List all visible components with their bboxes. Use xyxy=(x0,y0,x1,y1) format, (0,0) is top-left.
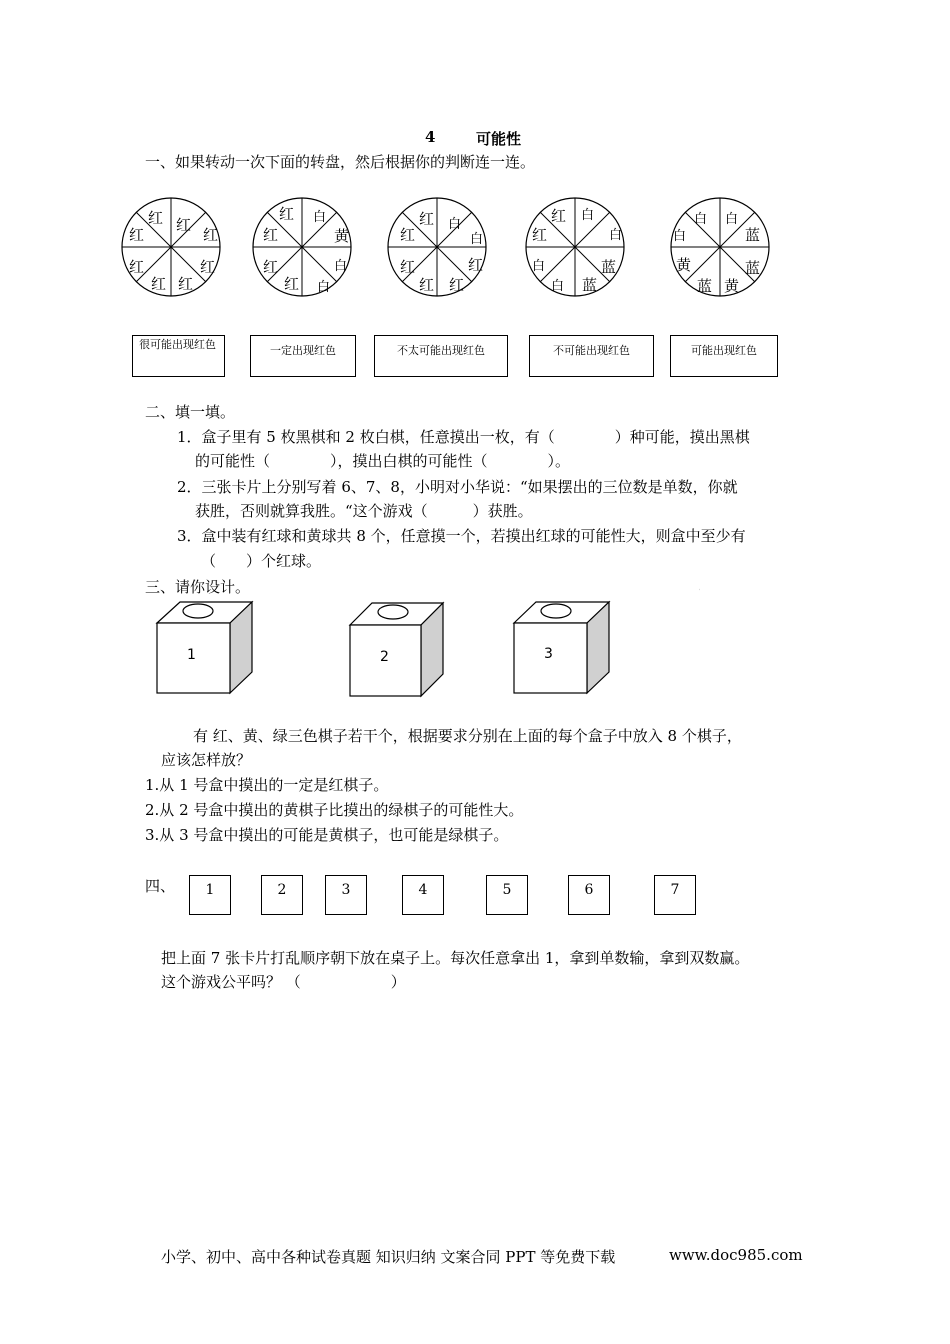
spinner-5-label: 白 xyxy=(725,212,739,227)
spinner-1-label: 红 xyxy=(203,226,219,244)
choice-box[interactable] xyxy=(132,335,225,377)
box-1 xyxy=(157,602,252,693)
spinner-3-label: 红 xyxy=(400,226,416,244)
section3-heading: 三、请你设计。 xyxy=(145,578,251,596)
choice-label: 很可能出现红色 xyxy=(139,338,216,351)
choice-box[interactable] xyxy=(374,335,508,377)
spinner-2-label: 红 xyxy=(279,205,295,223)
spinner-3-label: 白 xyxy=(470,232,484,247)
spinner-5-label: 白 xyxy=(673,229,687,244)
spinner-5 xyxy=(671,198,769,296)
spinner-3-label: 红 xyxy=(419,210,435,228)
spinner-4-label: 白 xyxy=(551,279,565,294)
section4-text-line2: 这个游戏公平吗？ （ ） xyxy=(161,973,406,991)
choice-label: 不可能出现红色 xyxy=(553,344,630,357)
spinner-1-label: 红 xyxy=(151,275,167,293)
spinner-4-label: 白 xyxy=(609,228,623,243)
spinner-5-label: 白 xyxy=(694,212,708,227)
page-title: 可能性 xyxy=(476,130,522,148)
spinner-4-label: 白 xyxy=(532,259,546,274)
spinner-1-label: 红 xyxy=(129,258,145,276)
spinner-5-label: 蓝 xyxy=(697,277,713,295)
spinner-2 xyxy=(253,198,351,296)
choice-box[interactable] xyxy=(670,335,778,377)
question-1-line2: 的可能性（ ），摸出白棋的可能性（ ）。 xyxy=(195,452,571,470)
spinner-4-label: 蓝 xyxy=(601,258,617,276)
choice-box[interactable] xyxy=(529,335,654,377)
spinner-5-label: 蓝 xyxy=(745,226,761,244)
footer-text: 小学、初中、高中各种试卷真题 知识归纳 文案合同 PPT 等免费下载 xyxy=(161,1248,616,1266)
spinner-2-label: 红 xyxy=(263,258,279,276)
box-number: 1 xyxy=(187,647,196,663)
spinner-3-label: 红 xyxy=(449,276,465,294)
section4-text-line1: 把上面 7 张卡片打乱顺序朝下放在桌子上。每次任意拿出 1，拿到单数输，拿到双数赢。 xyxy=(161,949,750,967)
number-card: 6 xyxy=(568,875,610,915)
number-card: 2 xyxy=(261,875,303,915)
spinner-4-label: 蓝 xyxy=(582,276,598,294)
spinner-5-label: 蓝 xyxy=(745,259,761,277)
spinner-3 xyxy=(388,198,486,296)
question-1-line1: 1．盒子里有 5 枚黑棋和 2 枚白棋，任意摸出一枚，有（ ）种可能，摸出黑棋 xyxy=(177,428,750,446)
number-card: 7 xyxy=(654,875,696,915)
spinner-3-label: 白 xyxy=(448,217,462,232)
spinner-5-label: 黄 xyxy=(676,256,692,274)
section1-heading: 一、如果转动一次下面的转盘，然后根据你的判断连一连。 xyxy=(145,153,536,171)
spinner-4-label: 白 xyxy=(581,208,595,223)
spinner-1-label: 红 xyxy=(178,275,194,293)
question-3-line1: 3．盒中装有红球和黄球共 8 个，任意摸一个，若摸出红球的可能性大，则盒中至少有 xyxy=(177,527,746,545)
spinner-1-label: 红 xyxy=(148,209,164,227)
question-3-line2: （ ）个红球。 xyxy=(201,552,322,570)
spinner-1 xyxy=(122,198,220,296)
choice-label: 一定出现红色 xyxy=(270,344,336,357)
box-row xyxy=(0,598,950,708)
spinner-1-label: 红 xyxy=(200,258,216,276)
box-number: 2 xyxy=(380,649,389,665)
box-3 xyxy=(514,602,609,693)
spinner-1-label: 红 xyxy=(176,216,192,234)
spinner-2-label: 黄 xyxy=(334,227,350,245)
requirement-3: 3.从 3 号盒中摸出的可能是黄棋子，也可能是绿棋子。 xyxy=(145,826,509,844)
number-card: 4 xyxy=(402,875,444,915)
spinner-4-label: 红 xyxy=(551,207,567,225)
spinner-4-label: 白 xyxy=(699,590,700,591)
choice-label: 可能出现红色 xyxy=(691,344,757,357)
box-2 xyxy=(350,603,443,696)
number-card: 3 xyxy=(325,875,367,915)
spinner-3-label: 红 xyxy=(400,258,416,276)
spinner-4-label: 红 xyxy=(532,226,548,244)
spinner-2-label: 白 xyxy=(317,280,331,295)
spinner-1-label: 红 xyxy=(129,226,145,244)
spinner-2-label: 红 xyxy=(284,275,300,293)
question-2-line2: 获胜，否则就算我胜。“这个游戏（ ）获胜。 xyxy=(195,502,533,520)
spinner-2-label: 红 xyxy=(263,226,279,244)
section3-intro-line2: 应该怎样放？ xyxy=(161,751,252,769)
box-number: 3 xyxy=(544,646,553,662)
spinner-3-label: 红 xyxy=(419,276,435,294)
choice-box[interactable] xyxy=(250,335,356,377)
choice-label: 不太可能出现红色 xyxy=(397,344,485,357)
number-card: 5 xyxy=(486,875,528,915)
footer-url[interactable]: www.doc985.com xyxy=(669,1246,803,1264)
spinner-3-label: 红 xyxy=(468,256,484,274)
section3-intro-line1: 有 红、黄、绿三色棋子若干个，根据要求分别在上面的每个盒子中放入 8 个棋子， xyxy=(193,727,742,745)
section2-heading: 二、填一填。 xyxy=(145,403,236,421)
spinner-5-label: 黄 xyxy=(724,277,740,295)
requirement-2: 2.从 2 号盒中摸出的黄棋子比摸出的绿棋子的可能性大。 xyxy=(145,801,524,819)
spinner-2-label: 白 xyxy=(334,259,348,274)
number-card: 1 xyxy=(189,875,231,915)
title-number: 4 xyxy=(425,128,436,146)
question-2-line1: 2．三张卡片上分别写着 6、7、8，小明对小华说：“如果摆出的三位数是单数，你就 xyxy=(177,478,738,496)
spinner-2-label: 白 xyxy=(313,210,327,225)
section4-heading: 四、 xyxy=(145,877,176,895)
requirement-1: 1.从 1 号盒中摸出的一定是红棋子。 xyxy=(145,776,389,794)
